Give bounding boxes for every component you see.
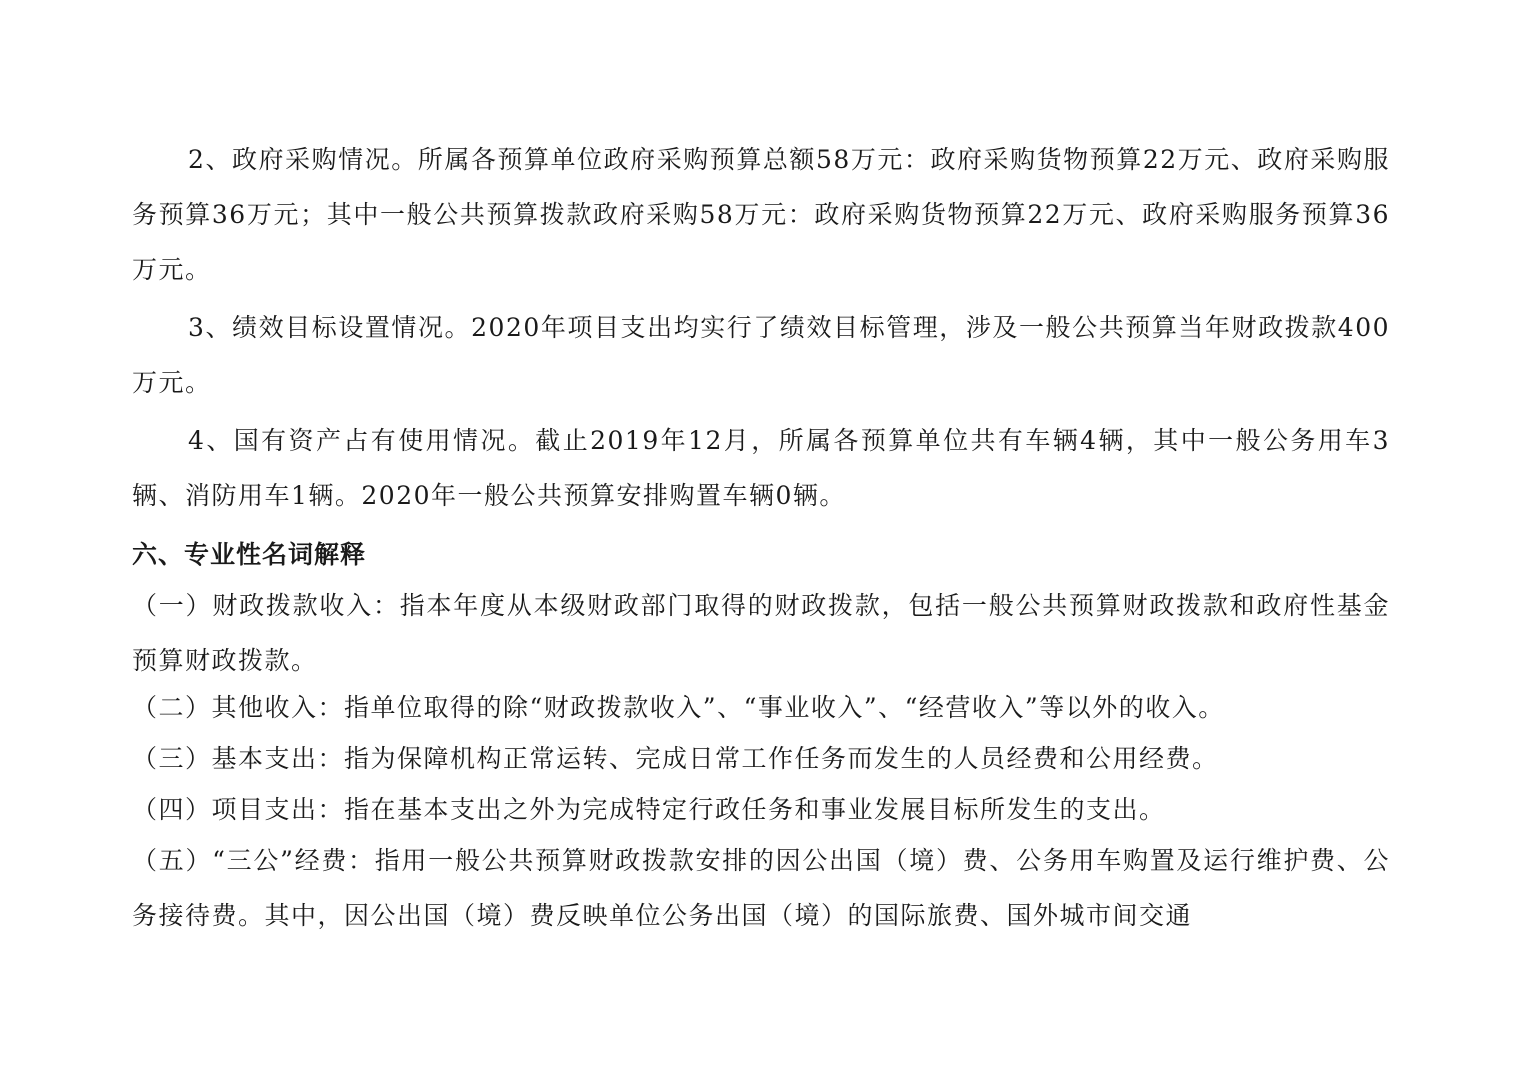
paragraph-state-assets: 4、国有资产占有使用情况。截止2019年12月，所属各预算单位共有车辆4辆，其中一般公务用车3辆、消防用车1辆。2020年一般公共预算安排购置车辆0辆。 (132, 426, 1390, 510)
definition-three-public-expenses: （五）“三公”经费：指用一般公共预算财政拨款安排的因公出国（境）费、公务用车购置及运行维护费、公务接待费。其中，因公出国（境）费反映单位公务出国（境）的国际旅费、国外城市间交通 (132, 846, 1390, 930)
paragraph-performance-targets: 3、绩效目标设置情况。2020年项目支出均实行了绩效目标管理，涉及一般公共预算当年财政拨款400万元。 (132, 313, 1390, 397)
definition-other-income: （二）其他收入：指单位取得的除“财政拨款收入”、“事业收入”、“经营收入”等以外的收入。 (132, 693, 1225, 722)
definition-fiscal-appropriation-income: （一）财政拨款收入：指本年度从本级财政部门取得的财政拨款，包括一般公共预算财政拨款和政府性基金预算财政拨款。 (132, 591, 1390, 675)
section-heading-terminology: 六、专业性名词解释 (132, 540, 367, 569)
document-page (132, 0, 1390, 1074)
definition-basic-expenditure: （三）基本支出：指为保障机构正常运转、完成日常工作任务而发生的人员经费和公用经费。 (132, 744, 1219, 773)
paragraph-government-procurement: 2、政府采购情况。所属各预算单位政府采购预算总额58万元：政府采购货物预算22万元、政府采购服务预算36万元；其中一般公共预算拨款政府采购58万元：政府采购货物预算22万元、政府采购服务预算36万元。 (132, 145, 1390, 284)
definition-project-expenditure: （四）项目支出：指在基本支出之外为完成特定行政任务和事业发展目标所发生的支出。 (132, 795, 1166, 824)
